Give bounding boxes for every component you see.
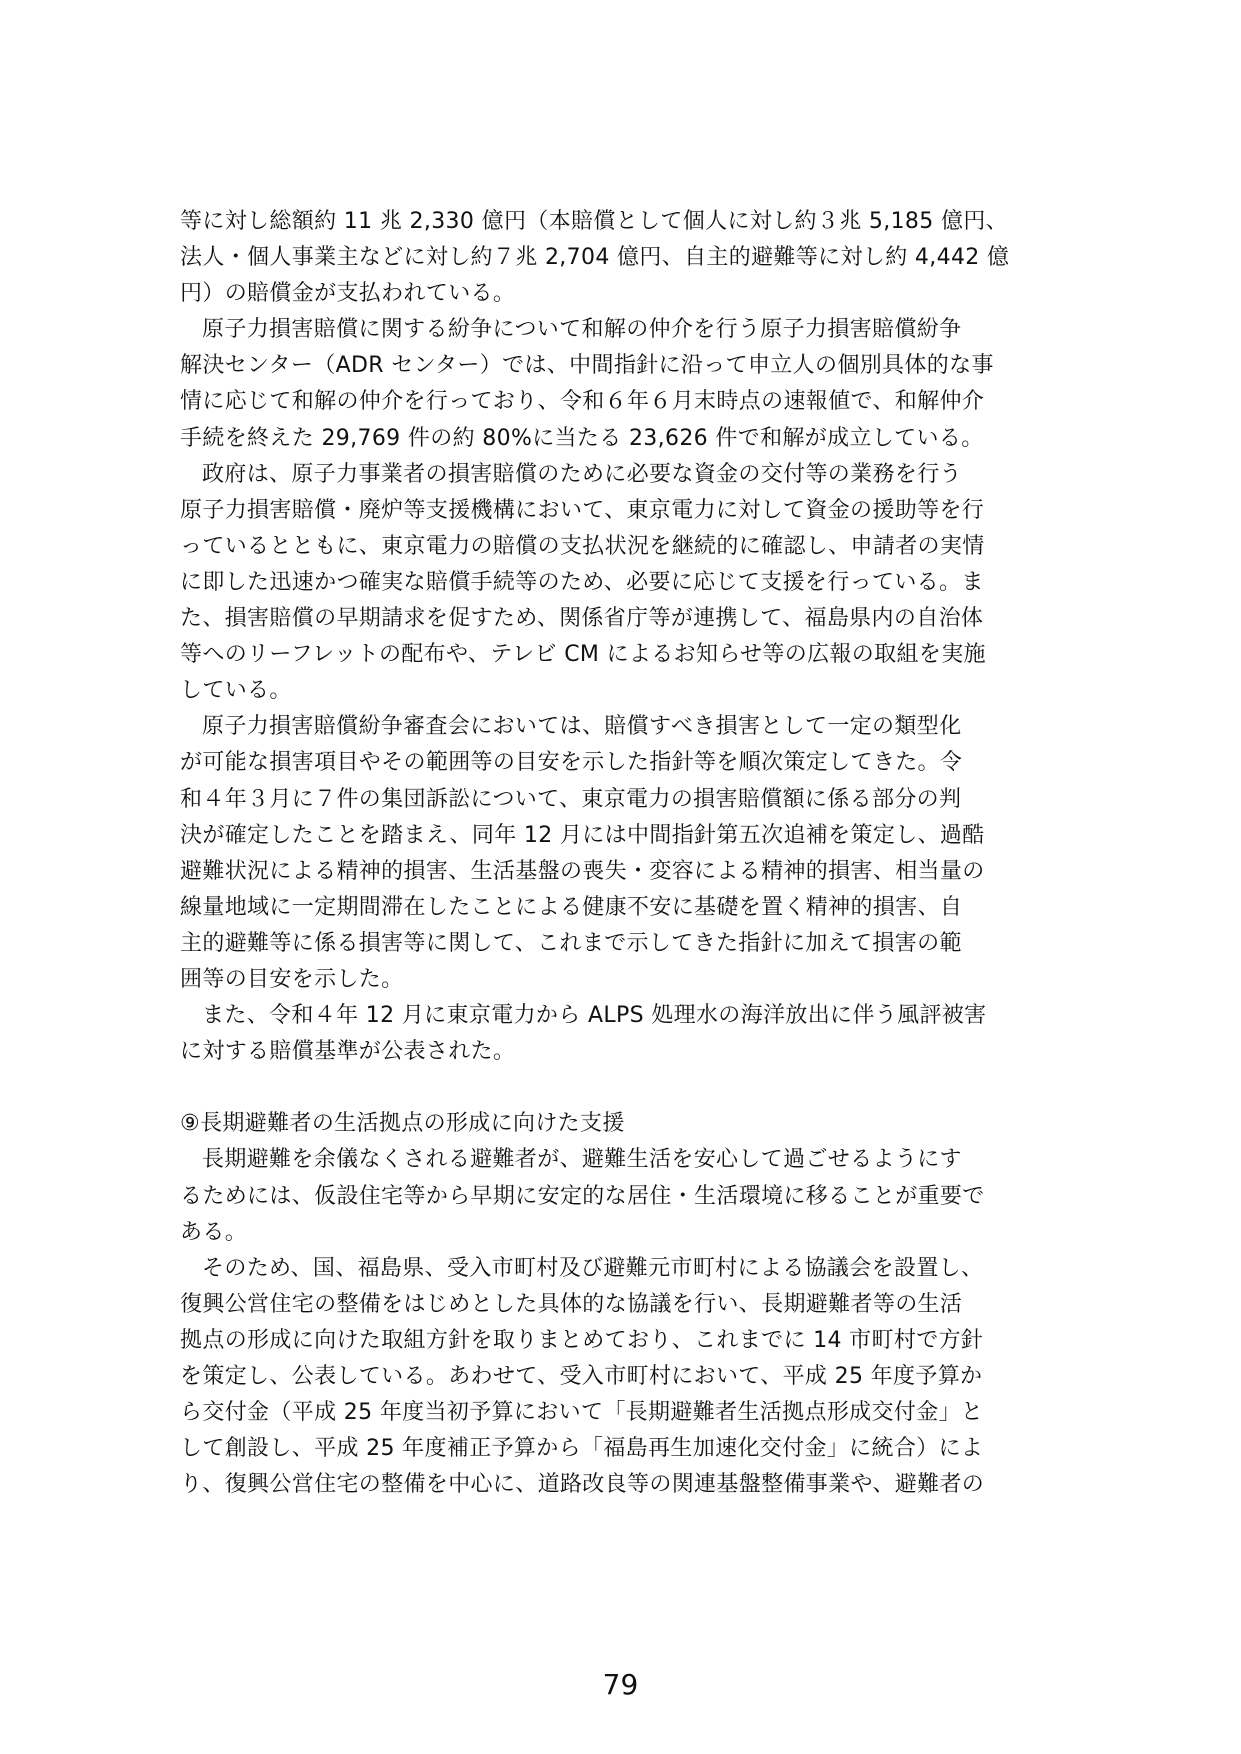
text-line: 解決センター（ADR センター）では、中間指針に沿って申立人の個別具体的な事: [180, 353, 994, 379]
text-line: に即した迅速かつ確実な賠償手続等のため、必要に応じて支援を行っている。ま: [180, 569, 984, 595]
text-line: 囲等の目安を示した。: [180, 966, 404, 992]
blank-line: [180, 1070, 1060, 1106]
text-line: が可能な損害項目やその範囲等の目安を示した指針等を順次策定してきた。令: [180, 750, 963, 776]
text-line: 原子力損害賠償紛争審査会においては、賠償すべき損害として一定の類型化: [202, 714, 962, 740]
text-line: 決が確定したことを踏まえ、同年 12 月には中間指針第五次追補を策定し、過酷: [180, 822, 985, 848]
text-line: を策定し、公表している。あわせて、受入市町村において、平成 25 年度予算か: [180, 1364, 983, 1389]
text-line: 等へのリーフレットの配布や、テレビ CM によるお知らせ等の広報の取組を実施: [180, 642, 986, 668]
text-line: 円）の賠償金が支払われている。: [180, 281, 516, 307]
text-line: 主的避難等に係る損害等に関して、これまで示してきた指針に加えて損害の範: [180, 930, 962, 956]
body-text: [180, 204, 1060, 1503]
text-line: 線量地域に一定期間滞在したことによる健康不安に基礎を置く精神的損害、自: [180, 894, 963, 920]
section-heading: ⑨長期避難者の生活拠点の形成に向けた支援: [180, 1111, 625, 1137]
text-line: 等に対し総額約 11 兆 2,330 億円（本賠償として個人に対し約３兆 5,185 億円、: [180, 209, 1009, 234]
text-line: して創設し、平成 25 年度補正予算から「福島再生加速化交付金」に統合）によ: [180, 1436, 984, 1462]
text-line: 復興公営住宅の整備をはじめとした具体的な協議を行い、長期避難者等の生活: [180, 1291, 963, 1317]
text-line: また、令和４年 12 月に東京電力から ALPS 処理水の海洋放出に伴う風評被害: [202, 1003, 987, 1029]
text-line: 原子力損害賠償に関する紛争について和解の仲介を行う原子力損害賠償紛争: [202, 317, 962, 343]
text-line: た、損害賠償の早期請求を促すため、関係省庁等が連携して、福島県内の自治体: [180, 606, 984, 632]
text-line: っているとともに、東京電力の賠償の支払状況を継続的に確認し、申請者の実情: [180, 533, 985, 559]
text-line: 政府は、原子力事業者の損害賠償のために必要な資金の交付等の業務を行う: [202, 461, 962, 487]
text-line: 手続を終えた 29,769 件の約 80%に当たる 23,626 件で和解が成立している。: [180, 425, 984, 451]
text-line: 情に応じて和解の仲介を行っており、令和６年６月末時点の速報値で、和解仲介: [180, 389, 985, 415]
text-line: している。: [180, 678, 292, 704]
text-line: ある。: [180, 1219, 248, 1245]
text-line: るためには、仮設住宅等から早期に安定的な居住・生活環境に移ることが重要で: [180, 1183, 985, 1209]
text-line: 長期避難を余儀なくされる避難者が、避難生活を安心して過ごせるようにす: [202, 1147, 962, 1173]
text-line: に対する賠償基準が公表された。: [180, 1039, 516, 1065]
text-line: ら交付金（平成 25 年度当初予算において「長期避難者生活拠点形成交付金」と: [180, 1400, 984, 1426]
text-line: 避難状況による精神的損害、生活基盤の喪失・変容による精神的損害、相当量の: [180, 858, 985, 884]
text-line: 和４年３月に７件の集団訴訟について、東京電力の損害賠償額に係る部分の判: [180, 786, 962, 812]
text-line: 拠点の形成に向けた取組方針を取りまとめており、これまでに 14 市町村で方針: [180, 1327, 984, 1353]
text-line: 原子力損害賠償・廃炉等支援機構において、東京電力に対して資金の援助等を行: [180, 497, 985, 523]
page-number: 79: [602, 1668, 639, 1701]
text-line: そのため、国、福島県、受入市町村及び避難元市町村による協議会を設置し、: [202, 1255, 984, 1281]
text-line: り、復興公営住宅の整備を中心に、道路改良等の関連基盤整備事業や、避難者の: [180, 1472, 985, 1498]
text-line: 法人・個人事業主などに対し約７兆 2,704 億円、自主的避難等に対し約 4,442 億: [180, 245, 1010, 271]
